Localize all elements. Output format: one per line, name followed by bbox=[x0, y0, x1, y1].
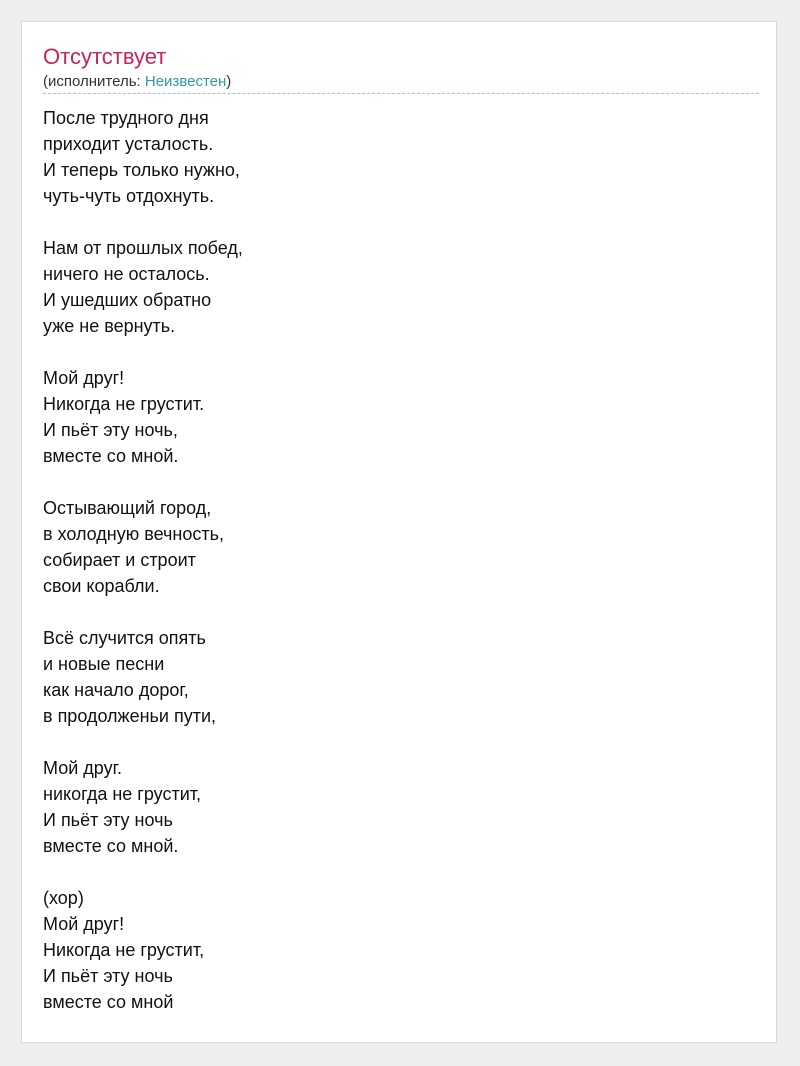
lyrics-line: в продолженьи пути, bbox=[43, 706, 217, 726]
lyrics-card bbox=[21, 21, 777, 1043]
lyrics-line: Всё случится опять bbox=[43, 628, 206, 648]
lyrics-stanza bbox=[43, 885, 243, 1015]
lyrics-line: Никогда не грустит. bbox=[43, 394, 205, 414]
lyrics-line: в холодную вечность, bbox=[43, 524, 224, 544]
divider bbox=[43, 93, 759, 94]
artist-line bbox=[43, 73, 231, 91]
lyrics-line: И пьёт эту ночь bbox=[43, 966, 173, 986]
lyrics-line: Нам от прошлых побед, bbox=[43, 238, 243, 258]
lyrics-line: (хор) bbox=[43, 888, 84, 908]
lyrics-line: вместе со мной. bbox=[43, 836, 179, 856]
lyrics-line: И пьёт эту ночь, bbox=[43, 420, 178, 440]
lyrics-line: уже не вернуть. bbox=[43, 316, 176, 336]
lyrics-line: После трудного дня bbox=[43, 108, 209, 128]
lyrics-line: И ушедших обратно bbox=[43, 290, 212, 310]
lyrics-line: как начало дорог, bbox=[43, 680, 189, 700]
lyrics-line: И теперь только нужно, bbox=[43, 160, 240, 180]
lyrics-stanza bbox=[43, 365, 243, 469]
lyrics-stanza bbox=[43, 755, 243, 859]
lyrics-line: вместе со мной bbox=[43, 992, 174, 1012]
lyrics-stanza bbox=[43, 105, 243, 209]
lyrics-line: приходит усталость. bbox=[43, 134, 214, 154]
lyrics-line: И пьёт эту ночь bbox=[43, 810, 173, 830]
lyrics-body bbox=[43, 105, 243, 1015]
lyrics-line: вместе со мной. bbox=[43, 446, 179, 466]
lyrics-line: Никогда не грустит, bbox=[43, 940, 205, 960]
artist-link[interactable]: Неизвестен bbox=[144, 73, 227, 90]
lyrics-stanza bbox=[43, 235, 243, 339]
artist-suffix: ) bbox=[226, 73, 232, 90]
lyrics-line: собирает и строит bbox=[43, 550, 196, 570]
lyrics-line: никогда не грустит, bbox=[43, 784, 202, 804]
artist-prefix: (исполнитель: bbox=[43, 73, 145, 90]
lyrics-line: свои корабли. bbox=[43, 576, 160, 596]
lyrics-stanza bbox=[43, 625, 243, 729]
lyrics-line: чуть-чуть отдохнуть. bbox=[43, 186, 215, 206]
lyrics-line: ничего не осталось. bbox=[43, 264, 210, 284]
song-title: Отсутствует bbox=[43, 44, 167, 69]
lyrics-line: Мой друг! bbox=[43, 914, 125, 934]
lyrics-line: Мой друг! bbox=[43, 368, 125, 388]
lyrics-line: Мой друг. bbox=[43, 758, 122, 778]
lyrics-line: Остывающий город, bbox=[43, 498, 212, 518]
lyrics-line: и новые песни bbox=[43, 654, 165, 674]
lyrics-stanza bbox=[43, 495, 243, 599]
